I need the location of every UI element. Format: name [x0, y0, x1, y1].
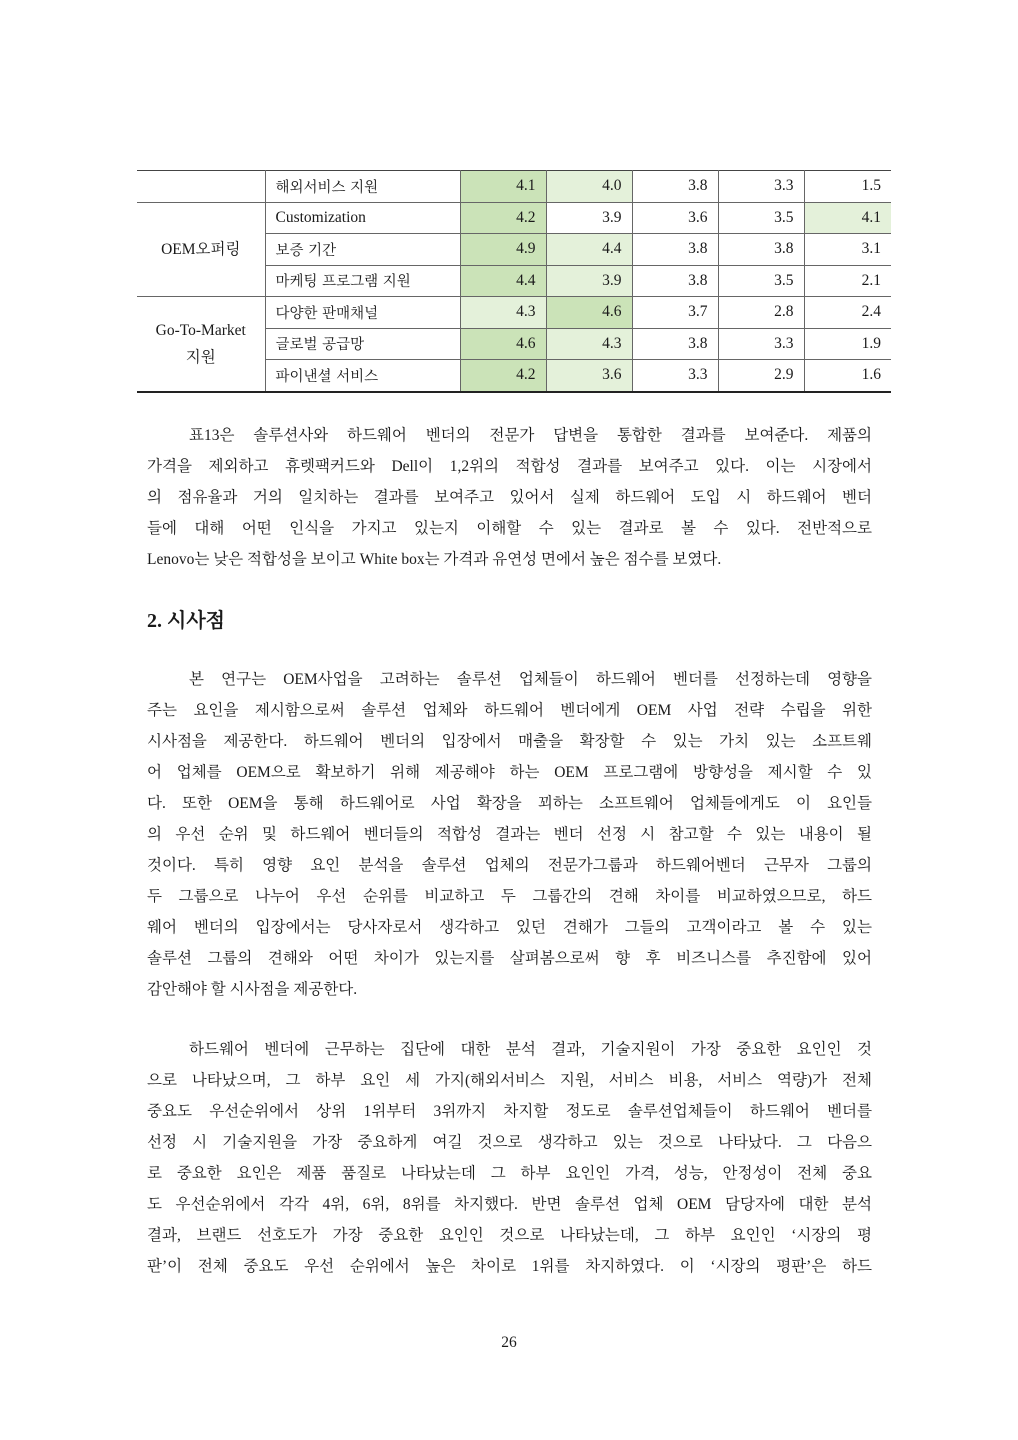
- score-cell: 3.5: [718, 202, 804, 234]
- text-line: 의 점유율과 거의 일치하는 결과를 보여주고 있어서 실제 하드웨어 도입 시 하드웨어 벤더: [147, 489, 872, 506]
- score-cell: 4.4: [460, 265, 546, 297]
- score-cell: 4.6: [460, 328, 546, 360]
- score-cell: 3.6: [546, 360, 632, 392]
- score-cell: 4.4: [546, 234, 632, 266]
- factor-label: 다양한 판매채널: [265, 297, 460, 329]
- score-cell: 4.1: [804, 202, 891, 234]
- score-cell: 3.3: [718, 328, 804, 360]
- vendor-fit-table: [137, 170, 891, 393]
- score-cell: 3.9: [546, 265, 632, 297]
- score-cell: 2.4: [804, 297, 891, 329]
- score-cell: 3.3: [632, 360, 718, 392]
- score-cell: 1.5: [804, 171, 891, 203]
- group-cell-oem: OEM오퍼링: [137, 202, 265, 297]
- text-line: 도 우선순위에서 각각 4위, 6위, 8위를 차지했다. 반면 솔루션 업체 OEM 담당자에 대한 분석: [147, 1196, 872, 1213]
- table-row: [137, 297, 891, 329]
- text-line: 결과, 브랜드 선호도가 가장 중요한 요인인 것으로 나타났는데, 그 하부 요인인 ‘시장의 평: [147, 1227, 872, 1244]
- group-cell-gtm: [137, 297, 265, 392]
- text-line: 주는 요인을 제시함으로써 솔루션 업체와 하드웨어 벤더에게 OEM 사업 전략 수립을 위한: [147, 702, 872, 719]
- factor-label: 파이낸셜 서비스: [265, 360, 460, 392]
- score-cell: 1.9: [804, 328, 891, 360]
- score-cell: 2.9: [718, 360, 804, 392]
- text-line: 것이다. 특히 영향 요인 분석을 솔루션 업체의 전문가그룹과 하드웨어벤더 근무자 그룹의: [147, 857, 872, 874]
- text-line: 으로 나타났으며, 그 하부 요인 세 가지(해외서비스 지원, 서비스 비용, 서비스 역량)가 전체: [147, 1072, 872, 1089]
- score-cell: 3.8: [632, 265, 718, 297]
- score-cell: 3.7: [632, 297, 718, 329]
- factor-label: Customization: [265, 202, 460, 234]
- score-cell: 2.8: [718, 297, 804, 329]
- text-line: 중요도 우선순위에서 상위 1위부터 3위까지 차지할 정도로 솔루션업체들이 하드웨어 벤더를: [147, 1103, 872, 1120]
- paragraph-implications: [147, 664, 872, 1005]
- score-cell: 3.8: [632, 171, 718, 203]
- text-line: 두 그룹으로 나누어 우선 순위를 비교하고 두 그룹간의 견해 차이를 비교하였으므로, 하드: [147, 888, 872, 905]
- score-cell: 3.6: [632, 202, 718, 234]
- table-row: [137, 171, 891, 203]
- text-line: 어 업체를 OEM으로 확보하기 위해 제공해야 하는 OEM 프로그램에 방향성을 제시할 수 있: [147, 764, 872, 781]
- paragraph-vendor-analysis: [147, 1034, 872, 1282]
- text-line: 선정 시 기술지원을 가장 중요하게 여길 것으로 생각하고 있는 것으로 나타났다. 그 다음으: [147, 1134, 872, 1151]
- table-row: [137, 202, 891, 234]
- text-line: 하드웨어 벤더에 근무하는 집단에 대한 분석 결과, 기술지원이 가장 중요한 요인인 것: [189, 1041, 872, 1058]
- text-line: 로 중요한 요인은 제품 품질로 나타났는데 그 하부 요인인 가격, 성능, 안정성이 전체 중요: [147, 1165, 872, 1182]
- score-cell: 3.5: [718, 265, 804, 297]
- text-line: 솔루션 그룹의 견해와 어떤 차이가 있는지를 살펴봄으로써 향 후 비즈니스를 추진함에 있어: [147, 950, 872, 967]
- score-cell: 1.6: [804, 360, 891, 392]
- group-gtm-line2: 지원: [185, 348, 216, 366]
- text-line: 본 연구는 OEM사업을 고려하는 솔루션 업체들이 하드웨어 벤더를 선정하는데 영향을: [189, 671, 872, 688]
- text-line: 의 우선 순위 및 하드웨어 벤더들의 적합성 결과는 벤더 선정 시 참고할 수 있는 내용이 될: [147, 826, 872, 843]
- text-line: 표13은 솔루션사와 하드웨어 벤더의 전문가 답변을 통합한 결과를 보여준다. 제품의: [189, 427, 872, 444]
- section-heading: 2. 시사점: [147, 610, 225, 632]
- text-line: 시사점을 제공한다. 하드웨어 벤더의 입장에서 매출을 확장할 수 있는 가치 있는 소프트웨: [147, 733, 872, 750]
- score-cell: 2.1: [804, 265, 891, 297]
- score-cell: 4.2: [460, 360, 546, 392]
- text-line: 감안해야 할 시사점을 제공한다.: [147, 981, 358, 998]
- score-cell: 3.8: [718, 234, 804, 266]
- score-cell: 3.3: [718, 171, 804, 203]
- score-cell: 4.3: [546, 328, 632, 360]
- text-line: 들에 대해 어떤 인식을 가지고 있는지 이해할 수 있는 결과로 볼 수 있다. 전반적으로: [147, 520, 872, 537]
- score-cell: 3.8: [632, 328, 718, 360]
- factor-label: 마케팅 프로그램 지원: [265, 265, 460, 297]
- text-line: 가격을 제외하고 휴렛팩커드와 Dell이 1,2위의 적합성 결과를 보여주고 있다. 이는 시장에서: [147, 458, 872, 475]
- paragraph-table-summary: [147, 420, 872, 575]
- score-cell: 4.6: [546, 297, 632, 329]
- group-cell-empty: [137, 171, 265, 203]
- factor-label: 글로벌 공급망: [265, 328, 460, 360]
- score-cell: 4.3: [460, 297, 546, 329]
- page-number: 26: [501, 1334, 517, 1351]
- score-cell: 4.1: [460, 171, 546, 203]
- score-cell: 4.9: [460, 234, 546, 266]
- text-line: 다. 또한 OEM을 통해 하드웨어로 사업 확장을 꾀하는 소프트웨어 업체들에게도 이 요인들: [147, 795, 872, 812]
- score-cell: 3.9: [546, 202, 632, 234]
- score-cell: 3.1: [804, 234, 891, 266]
- score-cell: 3.8: [632, 234, 718, 266]
- group-gtm-line1: Go-To-Market: [155, 321, 246, 339]
- factor-label: 보증 기간: [265, 234, 460, 266]
- text-line: Lenovo는 낮은 적합성을 보이고 White box는 가격과 유연성 면에서 높은 점수를 보였다.: [147, 551, 722, 568]
- factor-label: 해외서비스 지원: [265, 171, 460, 203]
- score-cell: 4.2: [460, 202, 546, 234]
- score-cell: 4.0: [546, 171, 632, 203]
- text-line: 웨어 벤더의 입장에서는 당사자로서 생각하고 있던 견해가 그들의 고객이라고 볼 수 있는: [147, 919, 872, 936]
- text-line: 판’이 전체 중요도 우선 순위에서 높은 차이로 1위를 차지하였다. 이 ‘시장의 평판’은 하드: [147, 1258, 872, 1275]
